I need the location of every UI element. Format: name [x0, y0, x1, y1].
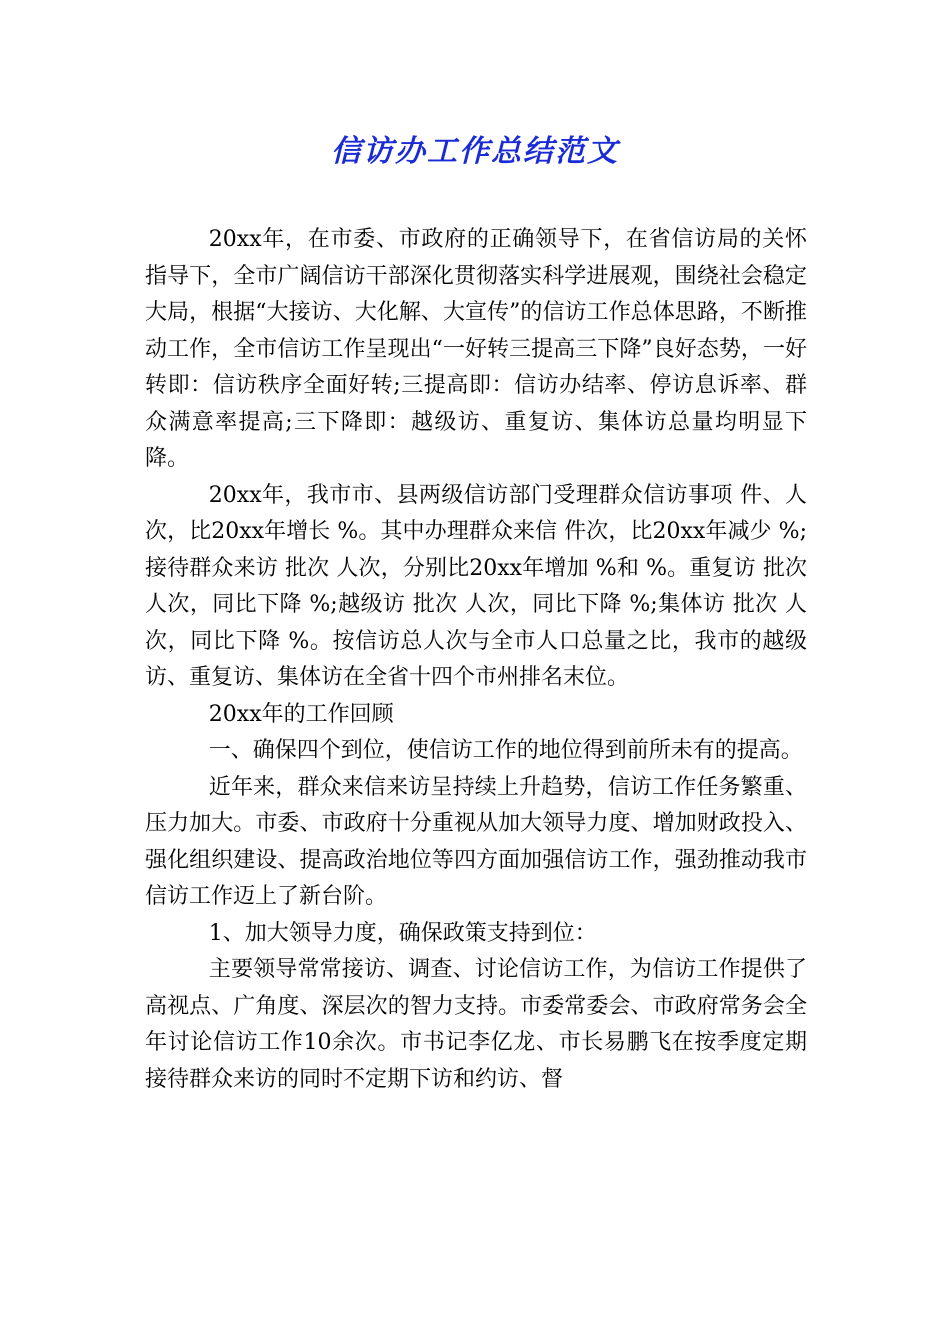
document-title: 信访办工作总结范文 — [331, 134, 619, 169]
section-heading-review: 20xx年的工作回顾 — [208, 701, 394, 727]
paragraph-recent-years: 近年来，群众来信来访呈持续上升趋势，信访工作任务繁重、压力加大。市委、市政府十分重视从加大领导力度、增加财政投入、强化组织建设、提高政治地位等四方面加强信访工作，强劲推动我市信访工作迈上了新台阶。 — [145, 774, 807, 909]
subheading-leadership: 1、加大领导力度，确保政策支持到位： — [208, 920, 597, 946]
paragraph-intro: 20xx年，在市委、市政府的正确领导下，在省信访局的关怀指导下，全市广阔信访干部深化贯彻落实科学进展观，围绕社会稳定大局，根据“大接访、大化解、大宣传”的信访工作总体思路，不断推动工作，全市信访工作呈现出“一好转三提高三下降”良好态势，一好转即：信访秩序全面好转;三提高即：信访办结率、停访息诉率、群众满意率提高;三下降即：越级访、重复访、集体访总量均明显下降。 — [145, 227, 807, 471]
document-body — [145, 222, 807, 1098]
paragraph-leadership: 主要领导常常接访、调查、讨论信访工作，为信访工作提供了高视点、广角度、深层次的智力支持。市委常委会、市政府常务会全年讨论信访工作10余次。市书记李亿龙、市长易鹏飞在按季度定期接待群众来访的同时不定期下访和约访、督 — [145, 957, 807, 1092]
paragraph-statistics: 20xx年，我市市、县两级信访部门受理群众信访事项 件、人次，比20xx年增长 %。其中办理群众来信 件次，比20xx年减少 %;接待群众来访 批次 人次，分别比20xx年增加 %和 %。重复访 批次 人次，同比下降 %;越级访 批次 人次，同比下降 %;集体访 批次 人次，同比下降 %。按信访总人次与全市人口总量之比，我市的越级访、重复访、集体访在全省十四个市州排名末位。 — [145, 482, 807, 690]
section-heading-one: 一、确保四个到位，使信访工作的地位得到前所未有的提高。 — [208, 738, 803, 763]
